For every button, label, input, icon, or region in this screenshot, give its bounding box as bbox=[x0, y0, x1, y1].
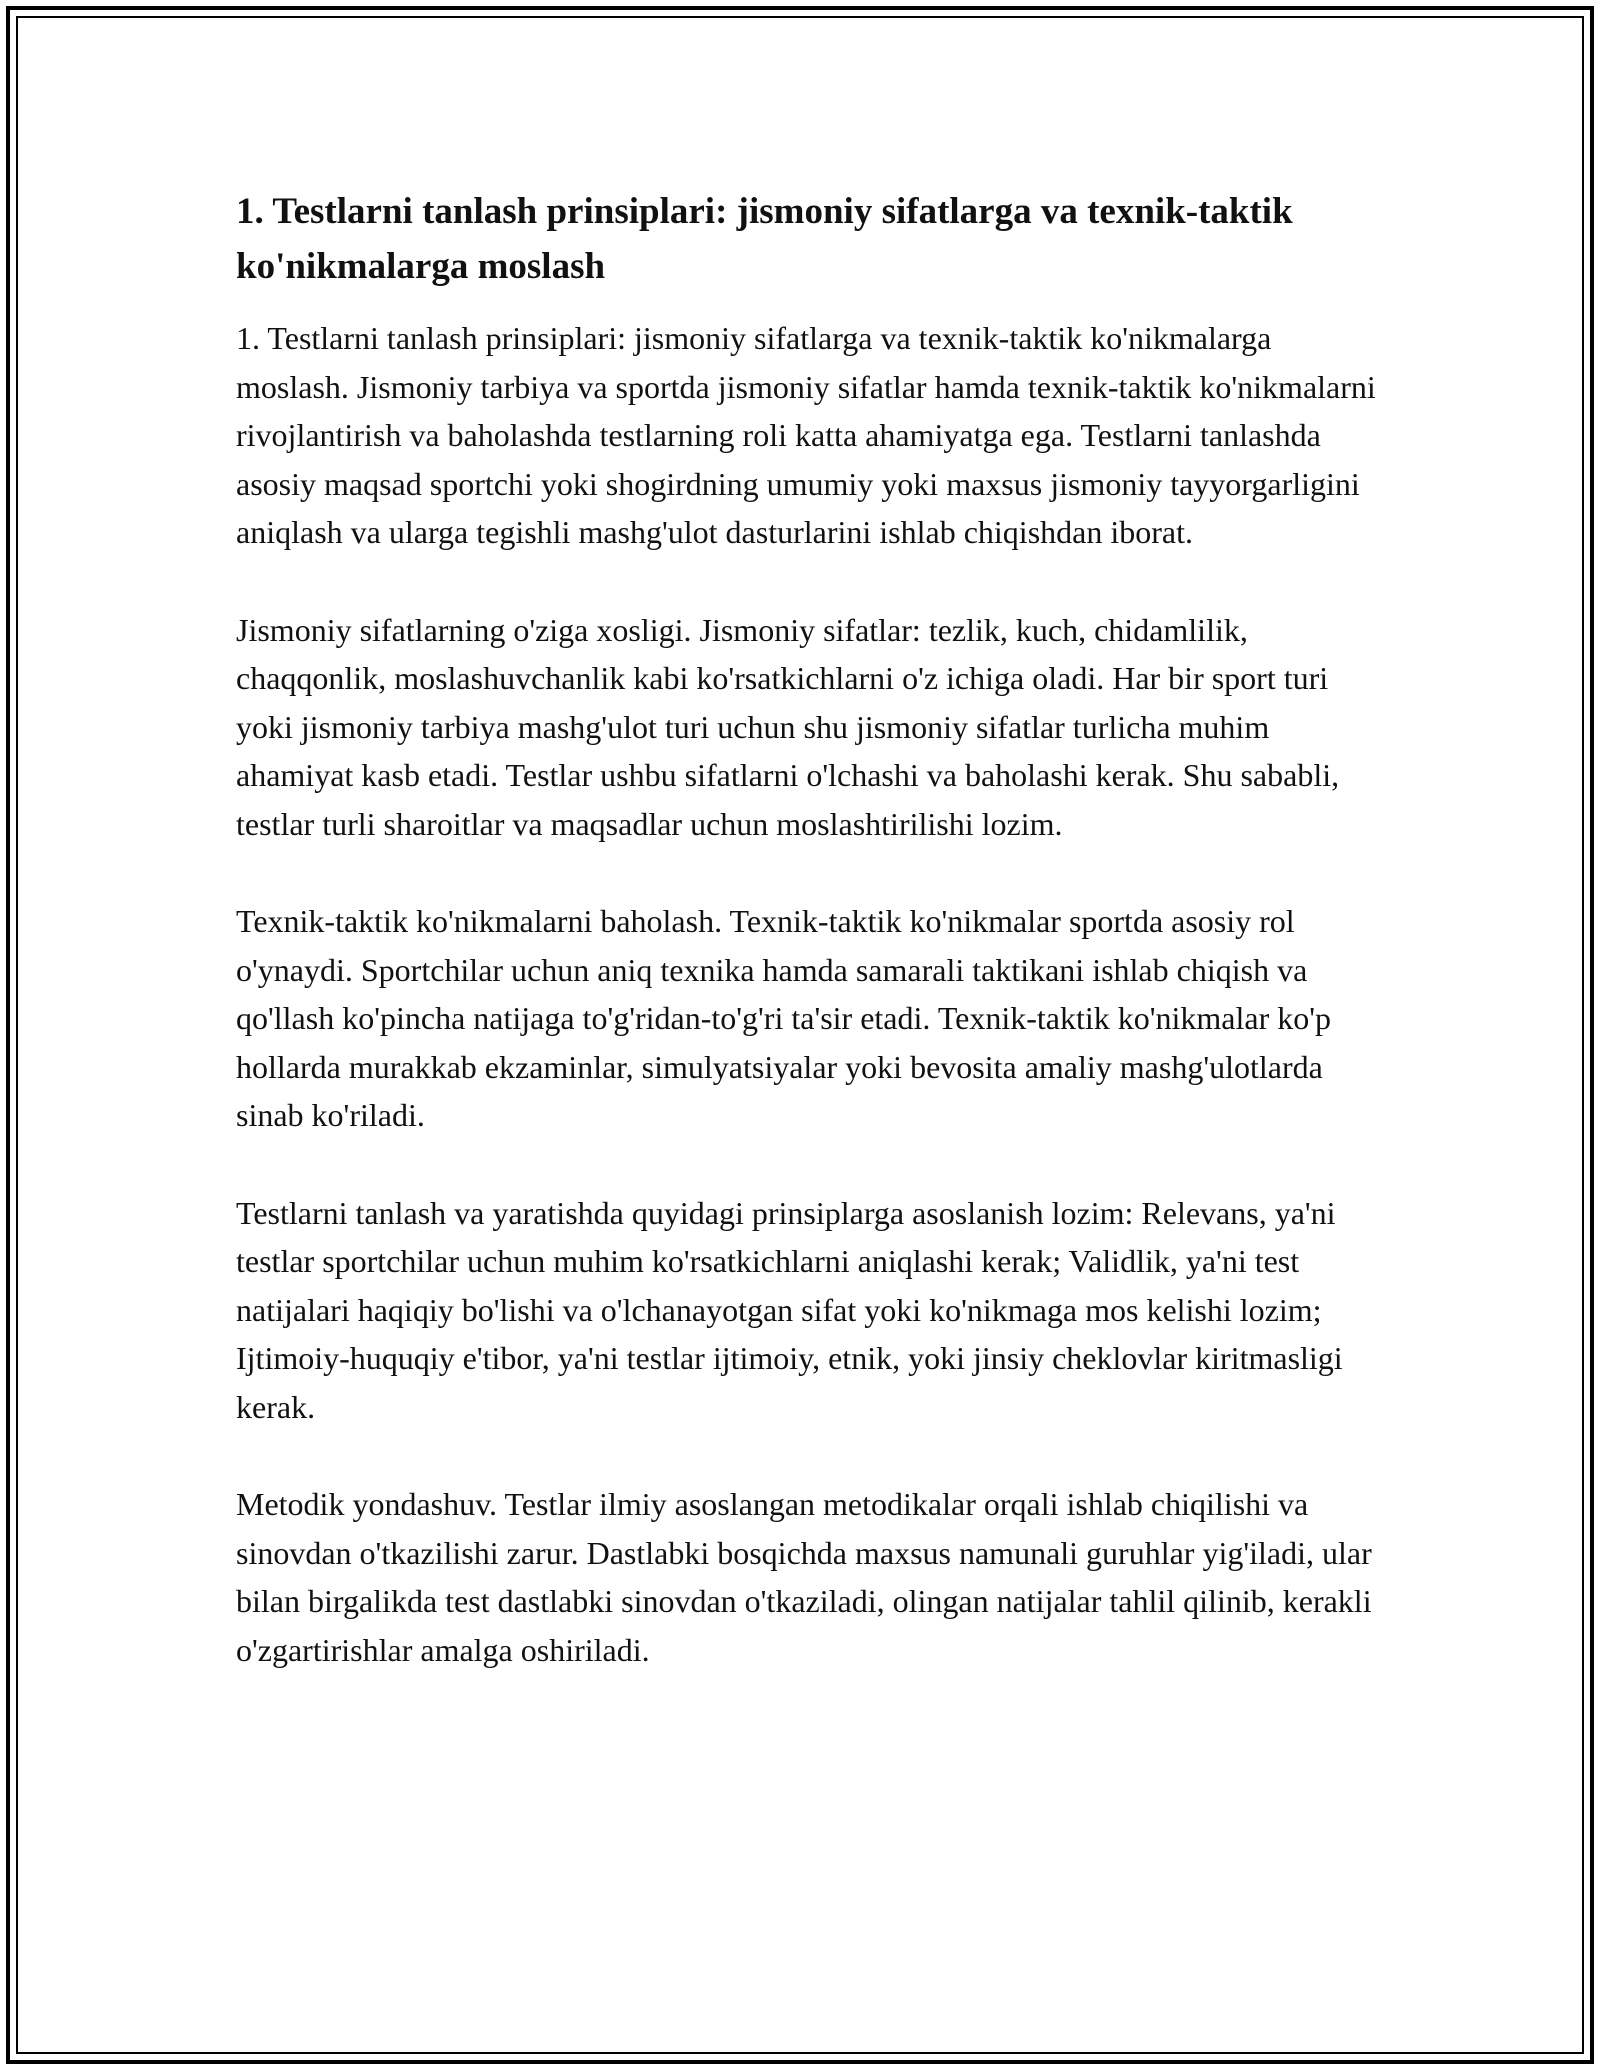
paragraph-physical-qualities: Jismoniy sifatlarning o'ziga xosligi. Jismoniy sifatlar: tezlik, kuch, chidamlilik, chaqqonlik, moslashuvchanlik kabi ko'rsatkichlarni o'z ichiga oladi. Har bir sport turi yoki jismoniy tarbiya mashg'ulot turi uchun shu jismoniy sifatlar turlicha muhim ahamiyat kasb etadi. Testlar ushbu sifatlarni o'lchashi va baholashi kerak. Shu sababli, testlar turli sharoitlar va maqsadlar uchun moslashtirilishi lozim. bbox=[236, 611, 1340, 842]
document-body bbox=[236, 184, 1386, 1723]
paragraph-methodical-approach: Metodik yondashuv. Testlar ilmiy asoslangan metodikalar orqali ishlab chiqilishi va sinovdan o'tkazilishi zarur. Dastlabki bosqichda maxsus namunali guruhlar yig'iladi, ular bilan birgalikda test dastlabki sinovdan o'tkaziladi, olingan natijalar tahlil qilinib, kerakli o'zgartirishlar amalga oshiriladi. bbox=[236, 1486, 1372, 1668]
paragraph-technical-tactical-skills: Texnik-taktik ko'nikmalarni baholash. Texnik-taktik ko'nikmalar sportda asosiy rol o'ynaydi. Sportchilar uchun aniq texnika hamda samarali taktikani ishlab chiqish va qo'llash ko'pincha natijaga to'g'ridan-to'g'ri ta'sir etadi. Texnik-taktik ko'nikmalar ko'p hollarda murakkab ekzaminlar, simulyatsiyalar yoki bevosita amaliy mashg'ulotlarda sinab ko'riladi. bbox=[236, 903, 1332, 1133]
paragraph-intro: 1. Testlarni tanlash prinsiplari: jismoniy sifatlarga va texnik-taktik ko'nikmalarga moslash. Jismoniy tarbiya va sportda jismoniy sifatlar hamda texnik-taktik ko'nikmalarni rivojlantirish va baholashda testlarning roli katta ahamiyatga ega. Testlarni tanlashda asosiy maqsad sportchi yoki shogirdning umumiy yoki maxsus jismoniy tayyorgarligini aniqlash va ularga tegishli mashg'ulot dasturlarini ishlab chiqishdan iborat. bbox=[236, 320, 1376, 550]
document-title: 1. Testlarni tanlash prinsiplari: jismoniy sifatlarga va texnik-taktik ko'nikmalarga moslash bbox=[236, 191, 1293, 287]
paragraph-selection-principles: Testlarni tanlash va yaratishda quyidagi prinsiplarga asoslanish lozim: Relevans, ya'ni testlar sportchilar uchun muhim ko'rsatkichlarni aniqlashi kerak; Validlik, ya'ni test natijalari haqiqiy bo'lishi va o'lchanayotgan sifat yoki ko'nikmaga mos kelishi lozim; Ijtimoiy-huquqiy e'tibor, ya'ni testlar ijtimoiy, etnik, yoki jinsiy cheklovlar kiritmasligi kerak. bbox=[236, 1194, 1343, 1425]
